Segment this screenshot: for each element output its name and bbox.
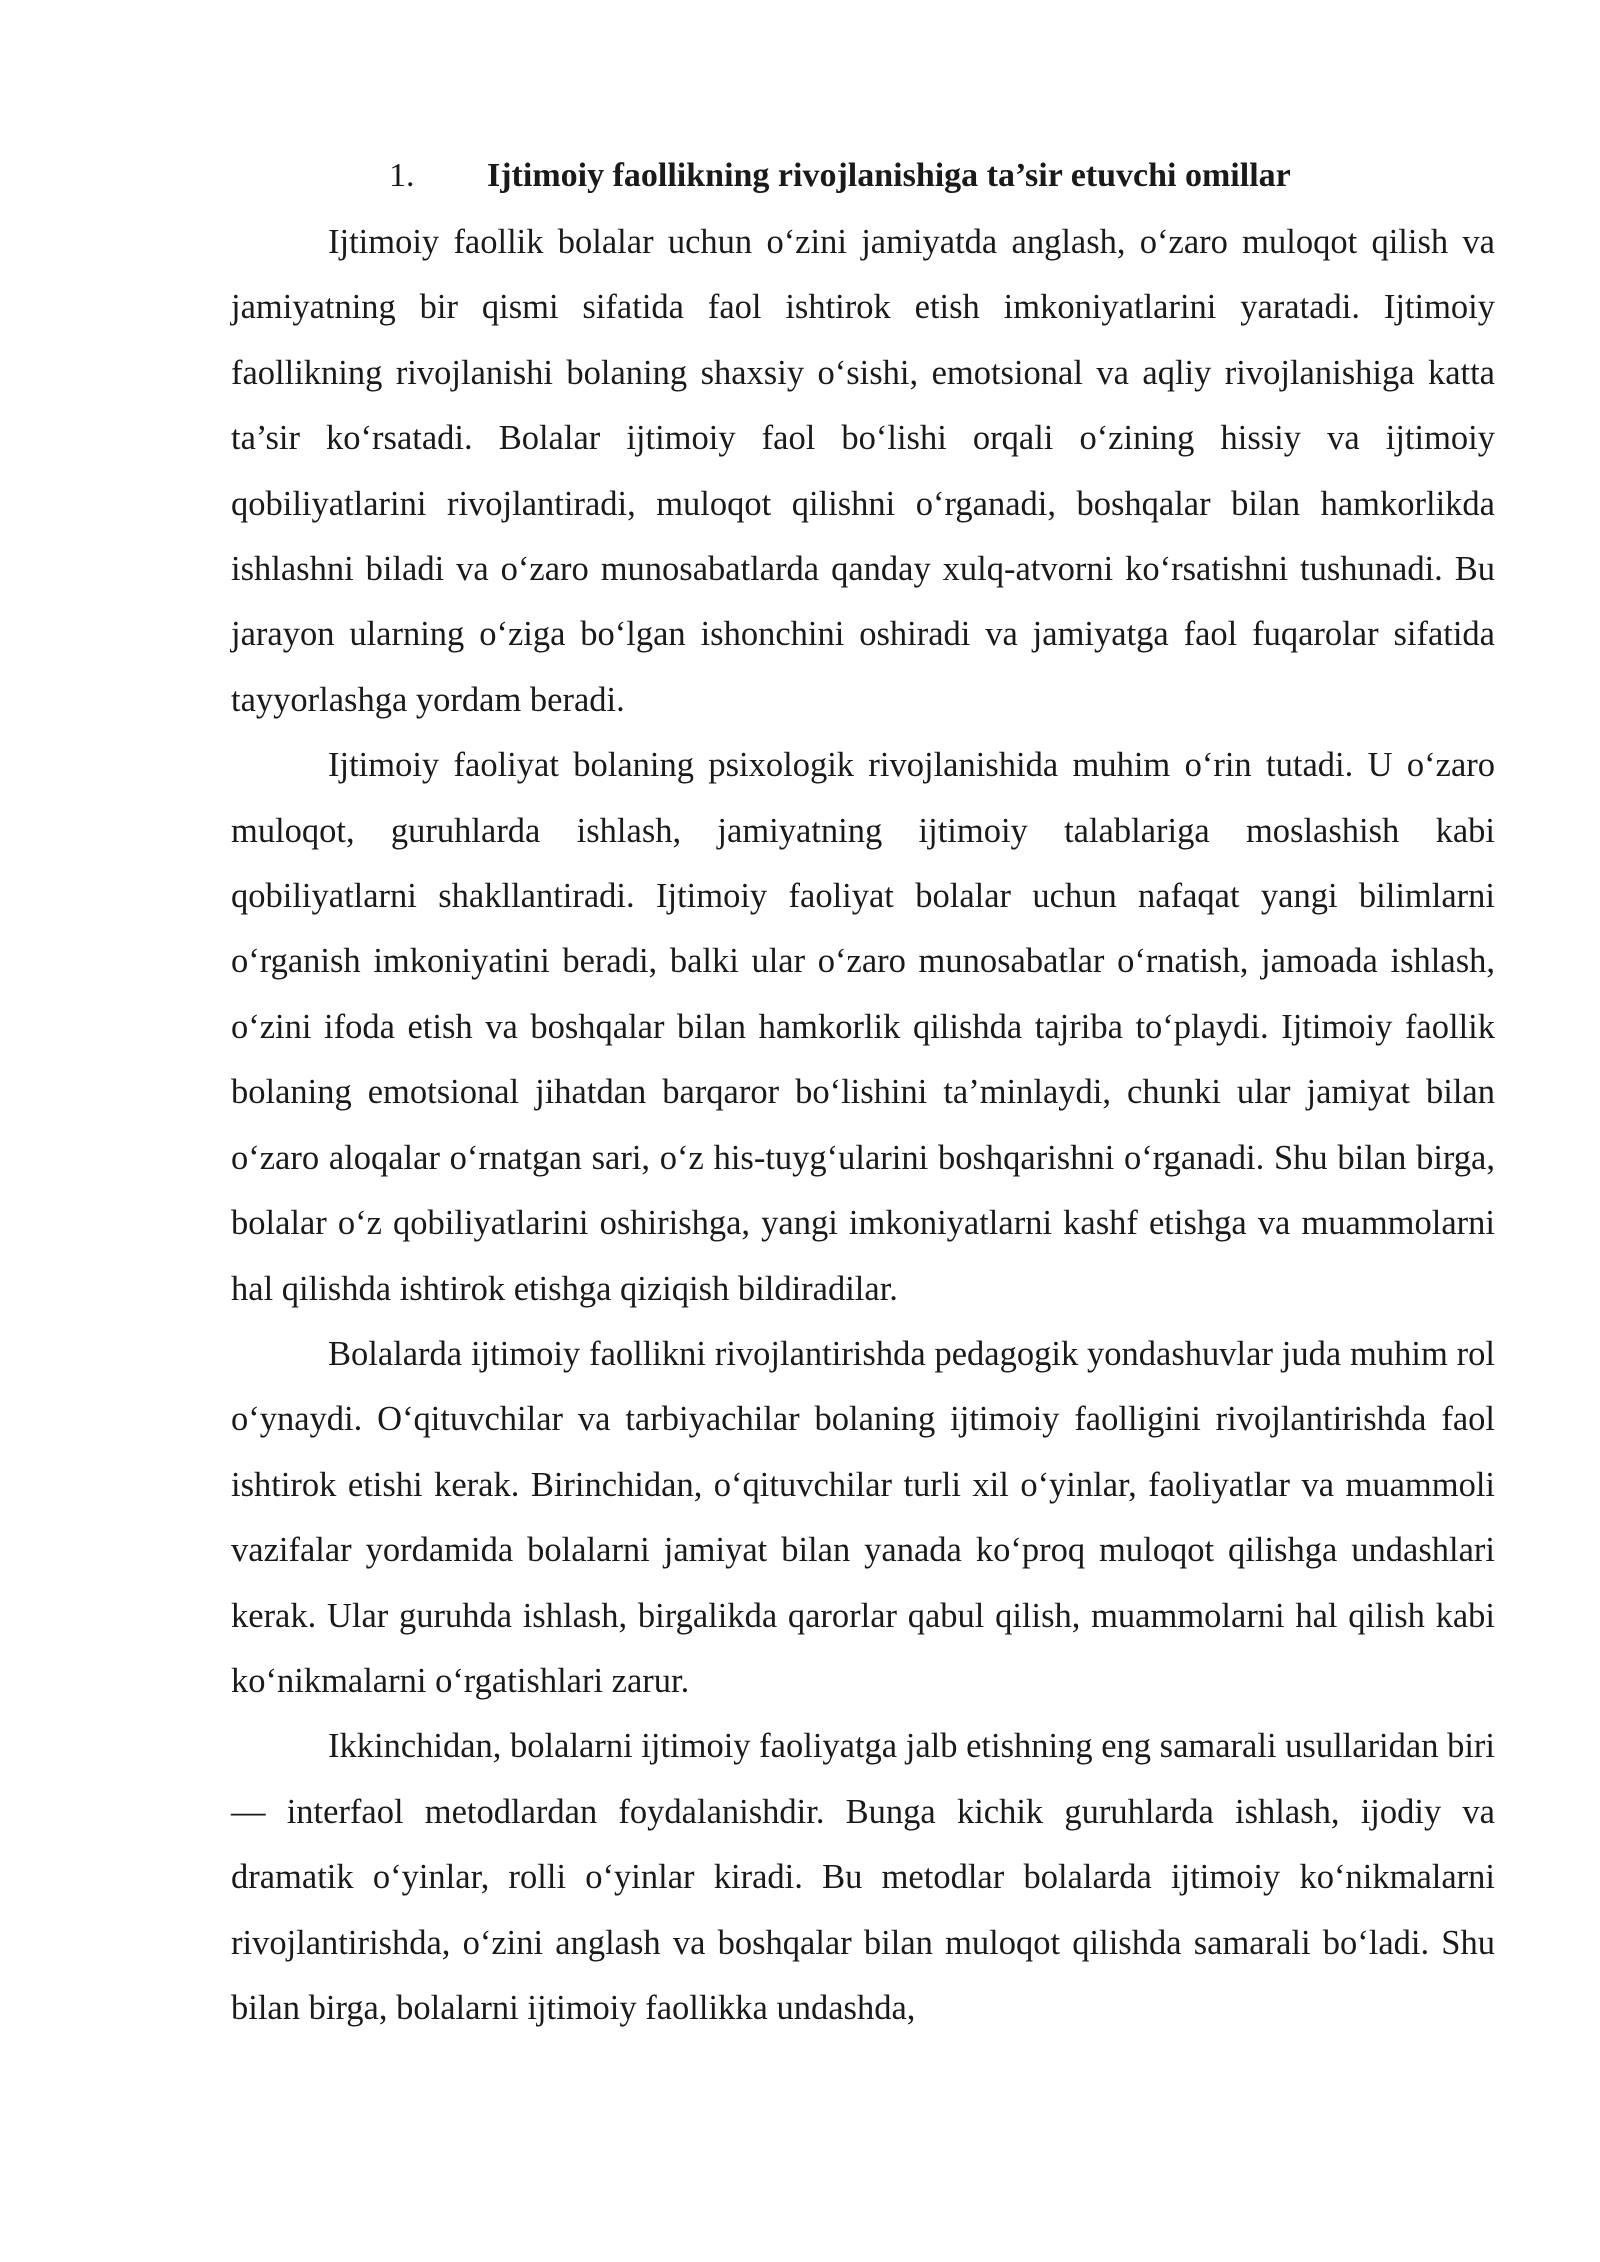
paragraph-3: Bolalarda ijtimoiy faollikni rivojlantirishda pedagogik yondashuvlar juda muhim rol o‘ynaydi. O‘qituvchilar va tarbiyachilar bolaning ijtimoiy faolligini rivojlantirishda faol ishtirok etishi kerak. Birinchidan, o‘qituvchilar turli xil o‘yinlar, faoliyatlar va muammoli vazifalar yordamida bolalarni jamiyat bilan yanada ko‘proq muloqot qilishga undashlari kerak. Ular guruhda ishlash, birgalikda qarorlar qabul qilish, muammolarni hal qilish kabi ko‘nikmalarni o‘rgatishlari zarur. — [231, 1334, 1495, 1700]
paragraph-4: Ikkinchidan, bolalarni ijtimoiy faoliyatga jalb etishning eng samarali usullaridan biri — interfaol metodlardan foydalanishdir. Bunga kichik guruhlarda ishlash, ijodiy va dramatik o‘yinlar, rolli o‘yinlar kiradi. Bu metodlar bolalarda ijtimoiy ko‘nikmalarni rivojlantirishda, o‘zini anglash va boshqalar bilan muloqot qilishda samarali bo‘ladi. Shu bilan birga, bolalarni ijtimoiy faollikka undashda, — [231, 1727, 1495, 2027]
paragraph-2: Ijtimoiy faoliyat bolaning psixologik rivojlanishida muhim o‘rin tutadi. U o‘zaro muloqot, guruhlarda ishlash, jamiyatning ijtimoiy talablariga moslashish kabi qobiliyatlarni shakllantiradi. Ijtimoiy faoliyat bolalar uchun nafaqat yangi bilimlarni o‘rganish imkoniyatini beradi, balki ular o‘zaro munosabatlar o‘rnatish, jamoada ishlash, o‘zini ifoda etish va boshqalar bilan hamkorlik qilishda tajriba to‘playdi. Ijtimoiy faollik bolaning emotsional jihatdan barqaror bo‘lishini ta’minlaydi, chunki ular jamiyat bilan o‘zaro aloqalar o‘rnatgan sari, o‘z his-tuyg‘ularini boshqarishni o‘rganadi. Shu bilan birga, bolalar o‘z qobiliyatlarini oshirishga, yangi imkoniyatlarni kashf etishga va muammolarni hal qilishda ishtirok etishga qiziqish bildiradilar. — [231, 746, 1495, 1308]
section-heading — [231, 150, 1495, 202]
paragraph-1: Ijtimoiy faollik bolalar uchun o‘zini jamiyatda anglash, o‘zaro muloqot qilish va jamiyatning bir qismi sifatida faol ishtirok etish imkoniyatlarini yaratadi. Ijtimoiy faollikning rivojlanishi bolaning shaxsiy o‘sishi, emotsional va aqliy rivojlanishiga katta ta’sir ko‘rsatadi. Bolalar ijtimoiy faol bo‘lishi orqali o‘zining hissiy va ijtimoiy qobiliyatlarini rivojlantiradi, muloqot qilishni o‘rganadi, boshqalar bilan hamkorlikda ishlashni biladi va o‘zaro munosabatlarda qanday xulq-atvorni ko‘rsatishni tushunadi. Bu jarayon ularning o‘ziga bo‘lgan ishonchini oshiradi va jamiyatga faol fuqarolar sifatida tayyorlashga yordam beradi. — [231, 223, 1495, 719]
section-title: Ijtimoiy faollikning rivojlanishiga ta’sir etuvchi omillar — [487, 157, 1291, 194]
section-number: 1. — [389, 157, 415, 194]
document-page — [231, 150, 1495, 2041]
